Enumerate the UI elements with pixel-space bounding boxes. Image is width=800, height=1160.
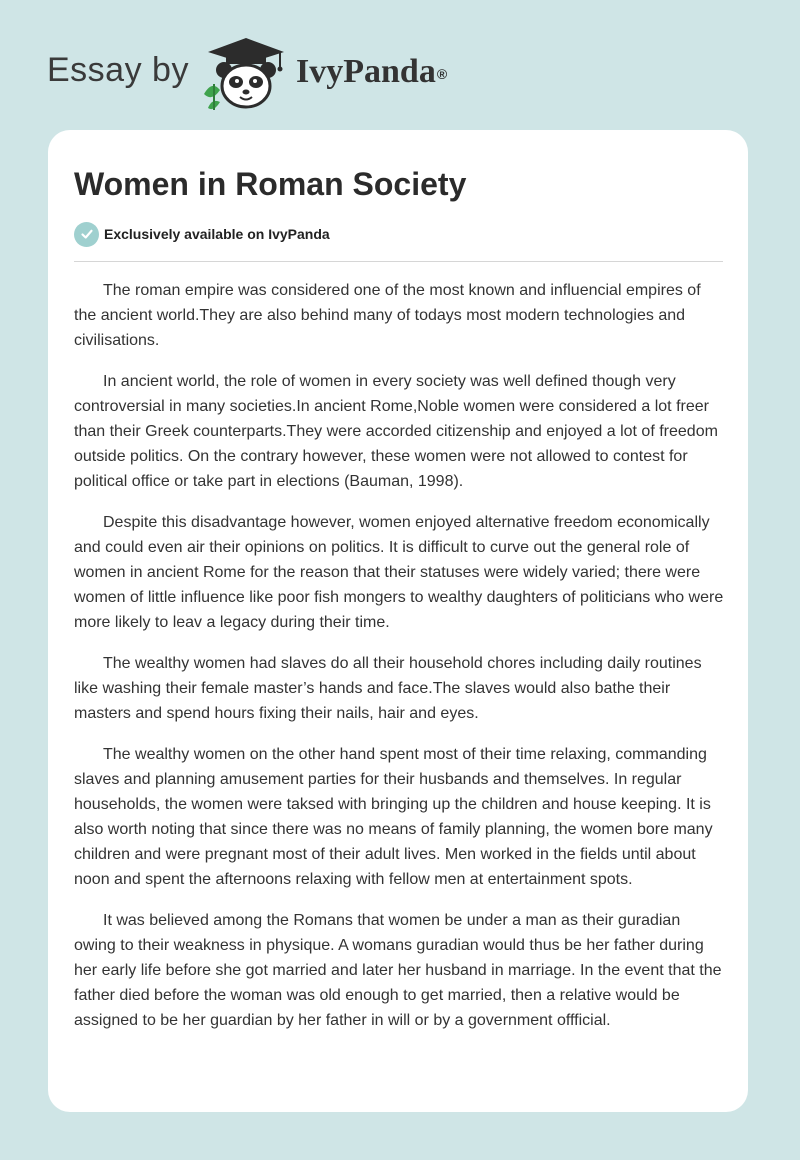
- exclusive-badge-label: Exclusively available on IvyPanda: [104, 226, 330, 242]
- essay-title: Women in Roman Society: [74, 166, 467, 202]
- brand-name-text: IvyPanda: [296, 53, 436, 90]
- trademark-symbol: ®: [436, 66, 448, 82]
- essay-paragraph: The wealthy women on the other hand spent most of their time relaxing, commanding slaves and planning amusement parties for their husbands and themselves. In regular households, the women were taksed with bringing up the children and house keeping. It is also worth noting that since there was no means of family planning, the women bore many children and were pregnant most of their adult lives. Men worked in the fields until about noon and spent the afternoons relaxing with fellow men at entertainment spots.: [74, 746, 713, 888]
- essay-by-label: Essay by: [47, 51, 189, 89]
- essay-paragraph: Despite this disadvantage however, women enjoyed alternative freedom economically and could even air their opinions on politics. It is difficult to curve out the general role of women in ancient Rome for the reason that their statuses were widely varied; there were women of little influence like poor fish mongers to wealthy daughters of politicians who were more likely to leav a legacy during their time.: [74, 514, 724, 631]
- exclusive-badge: [74, 221, 330, 247]
- panda-graduate-logo-icon[interactable]: [200, 36, 292, 110]
- essay-body: [74, 278, 724, 1049]
- check-circle-icon: [74, 222, 99, 247]
- essay-paragraph: In ancient world, the role of women in every society was well defined though very controversial in many societies.In ancient Rome,Noble women were considered a lot freer than their Greek counterparts.They were accorded citizenship and enjoyed a lot of freedom outside politics. On the contrary however, these women were not allowed to contest for political office or take part in elections (Bauman, 1998).: [74, 373, 718, 490]
- essay-paragraph: The roman empire was considered one of the most known and influencial empires of the ancient world.They are also behind many of todays most modern technologies and civilisations.: [74, 282, 701, 349]
- title-divider: [74, 261, 723, 262]
- essay-paragraph: The wealthy women had slaves do all their household chores including daily routines like washing their female master’s hands and face.The slaves would also bathe their masters and spend hours fixing their nails, hair and eyes.: [74, 655, 702, 722]
- brand-name[interactable]: [296, 52, 447, 92]
- essay-paragraph: It was believed among the Romans that women be under a man as their guradian owing to their weakness in physique. A womans guradian would thus be her father during her early life before she got married and later her husband in marriage. In the event that the father died before the woman was old enough to get married, then a relative would be assigned to be her guardian by her father in will or by a government offficial.: [74, 912, 722, 1029]
- essay-card: [48, 130, 748, 1112]
- site-header: [0, 0, 800, 130]
